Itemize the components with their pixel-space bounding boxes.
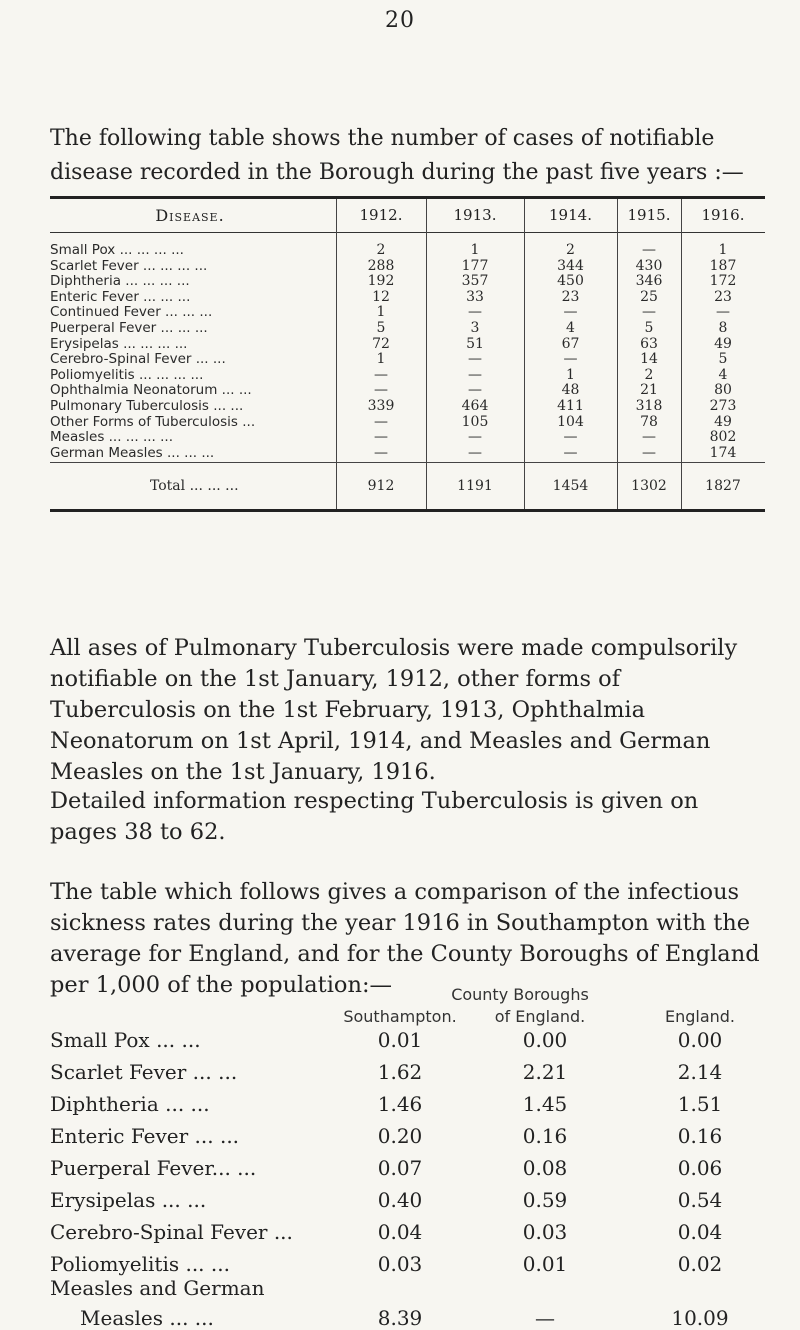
rate-cell: 0.54 [677,1188,723,1212]
intro-paragraph: The following table shows the number of cases of notifiable disease recorded in the Borough during the past five years :— [50,126,744,185]
disease-row-label: Scarlet Fever ... ... ... ... [50,257,208,274]
total-cell: 1827 [705,478,741,494]
disease-cell: — [468,366,482,383]
disease-cell: 339 [367,398,395,414]
total-cell: 1454 [552,478,589,494]
rate-cell: 1.46 [377,1092,423,1116]
header-1912: 1912. [359,206,403,224]
rate-cell: 0.20 [377,1124,423,1148]
rate-row-label: Erysipelas ... ... [50,1188,207,1212]
disease-cell: — [642,242,656,258]
rate-cell: 0.04 [377,1220,423,1244]
disease-cell: 3 [470,320,480,336]
disease-cell: — [563,304,578,321]
disease-cell: 67 [561,335,580,352]
rate-cell: 0.03 [522,1220,568,1244]
total-label: Total ... ... ... [150,478,239,494]
rate-row-label: Scarlet Fever ... ... [50,1060,238,1084]
disease-cell: 4 [718,366,728,383]
disease-cell: 1 [376,351,386,368]
table-rule-total [50,462,765,463]
rate-cell: 2.14 [677,1060,723,1084]
disease-cell: 2 [376,242,386,258]
disease-cell: 192 [367,273,395,290]
rate-cell: 0.02 [677,1252,723,1276]
disease-cell: 464 [461,398,489,414]
rate-row-label: Enteric Fever ... ... [50,1124,240,1148]
disease-cell: 1 [376,304,386,321]
disease-cell: 63 [640,335,658,352]
header-county-boroughs: County Boroughs [451,985,589,1004]
rate-cell: 0.16 [677,1124,723,1148]
disease-cell: 105 [461,413,489,430]
disease-row-label: Enteric Fever ... ... ... [50,288,191,305]
disease-row-label: Diphtheria ... ... ... ... [50,273,190,290]
disease-cell: 318 [635,398,663,414]
rate-cell: 0.06 [677,1156,723,1180]
paragraph-comparison-intro: The table which follows gives a comparison of the infectious sickness rates during the year 1916 in Southampton with the average for England, and for the County Boroughs of England per 1,000 of the population:— [50,879,760,998]
disease-cell: — [374,366,388,383]
total-cell: 1191 [457,478,493,494]
rate-cell: 0.03 [377,1252,423,1276]
rate-cell: 0.00 [522,1028,568,1052]
disease-cell: 4 [566,320,575,336]
disease-cell: 1 [566,366,575,383]
disease-row-label: Poliomyelitis ... ... ... ... [50,366,204,383]
header-1913: 1913. [453,206,497,224]
disease-cell: 802 [709,429,737,446]
header-1916: 1916. [701,206,745,224]
header-disease: Disease. [155,206,225,225]
rate-cell: 8.39 [377,1306,423,1330]
disease-cell: 25 [640,288,658,305]
disease-cell: 5 [718,351,728,368]
rate-cell: 0.16 [522,1124,568,1148]
disease-row-label: Cerebro-Spinal Fever ... ... [50,351,226,368]
disease-row-label: Other Forms of Tuberculosis ... [50,413,256,430]
disease-cell: 273 [709,398,737,414]
disease-row-label: Small Pox ... ... ... ... [50,242,184,258]
table-rule-bottom [50,509,765,512]
rate-row-label: Puerperal Fever... ... [50,1156,257,1180]
disease-cell: — [563,351,578,368]
disease-cell: 288 [367,257,395,274]
disease-cell: 12 [372,288,390,305]
disease-cell: — [374,413,388,430]
disease-cell: 14 [640,351,658,368]
disease-cell: 23 [714,288,732,305]
rate-cell: 0.04 [677,1220,723,1244]
rate-row-label: Diphtheria ... ... [50,1092,210,1116]
header-county-boroughs-england: of England. [494,1007,586,1026]
disease-row-label: Ophthalmia Neonatorum ... ... [50,382,252,399]
disease-row-label: Erysipelas ... ... ... ... [50,335,188,352]
disease-cell: 177 [461,257,489,274]
rate-cell: — [535,1306,555,1330]
disease-cell: — [374,444,388,461]
disease-cell: 21 [640,382,658,399]
paragraph-tuberculosis-info: Detailed information respecting Tuberculosis is given on pages 38 to 62. [50,788,699,845]
header-southampton: Southampton. [343,1007,457,1026]
rate-cell: 1.51 [677,1092,723,1116]
disease-cell: — [563,444,578,461]
disease-cell: 187 [709,257,737,274]
rate-row-label: Cerebro-Spinal Fever ... [50,1220,293,1244]
disease-cell: 8 [718,320,728,336]
disease-cell: — [563,429,578,446]
disease-cell: — [468,382,482,399]
rate-row-label: Small Pox ... ... [50,1028,201,1052]
disease-cell: 2 [644,366,654,383]
rate-cell: 0.01 [522,1252,568,1276]
disease-cell: 5 [644,320,654,336]
disease-cell: 1 [470,242,480,258]
total-cell: 1302 [631,478,667,494]
disease-cell: — [716,304,730,321]
rate-row-label: Measles and German [50,1276,265,1300]
disease-cell: 357 [461,273,489,290]
rate-cell: 1.62 [377,1060,423,1084]
disease-cell: 49 [714,413,732,430]
disease-cell: 80 [714,382,732,399]
rate-cell: 0.01 [377,1028,423,1052]
disease-cell: 104 [557,413,584,430]
rate-row-label: Measles ... ... [80,1306,214,1330]
rate-row-label: Poliomyelitis ... ... [50,1252,230,1276]
table-rule-header [50,232,765,233]
disease-cell: — [468,351,482,368]
rate-cell: 10.09 [671,1306,729,1330]
disease-cell: — [374,382,388,399]
rate-cell: 0.40 [377,1188,423,1212]
disease-cell: 78 [640,413,658,430]
table-rule-top [50,196,765,199]
disease-cell: 33 [466,288,484,305]
disease-cell: 174 [709,444,737,461]
disease-cell: 49 [714,335,732,352]
header-england: England. [664,1007,736,1026]
rate-cell: 0.59 [522,1188,568,1212]
disease-row-label: Pulmonary Tuberculosis ... ... [50,398,244,414]
header-1915: 1915. [627,206,671,224]
disease-cell: 1 [718,242,728,258]
rate-cell: 0.07 [377,1156,423,1180]
disease-cell: 344 [557,257,584,274]
header-1914: 1914. [549,206,592,224]
disease-cell: — [468,304,482,321]
disease-cell: — [642,304,656,321]
rate-cell: 0.00 [677,1028,723,1052]
disease-cell: 72 [372,335,390,352]
total-cell: 912 [367,478,395,494]
disease-cell: 51 [466,335,484,352]
disease-cell: 346 [635,273,663,290]
rate-cell: 2.21 [522,1060,568,1084]
paragraph-notification-dates: All ases of Pulmonary Tuberculosis were made compulsorily notifiable on the 1st January, 1912, other forms of Tuberculosis on the 1st February, 1913, Ophthalmia Neonatorum on 1st April, 1914, and Measles and German Measles on the 1st January, 1916. [50,635,738,785]
disease-cell: 5 [376,320,386,336]
disease-cell: 430 [635,257,663,274]
disease-cell: — [642,444,656,461]
disease-cell: — [374,429,388,446]
disease-cell: — [642,429,656,446]
disease-cell: 172 [709,273,737,290]
page-number: 20 [385,8,415,33]
disease-row-label: Puerperal Fever ... ... ... [50,320,208,336]
disease-row-label: German Measles ... ... ... [50,444,215,461]
rate-cell: 1.45 [522,1092,568,1116]
disease-row-label: Measles ... ... ... ... [50,429,174,446]
disease-cell: 23 [561,288,580,305]
disease-cell: 48 [561,382,580,399]
disease-row-label: Continued Fever ... ... ... [50,304,213,321]
disease-cell: 2 [566,242,575,258]
disease-cell: 411 [557,398,584,414]
disease-cell: — [468,444,482,461]
disease-cell: 450 [557,273,584,290]
disease-table [50,196,765,494]
rate-cell: 0.08 [522,1156,568,1180]
disease-cell: — [468,429,482,446]
